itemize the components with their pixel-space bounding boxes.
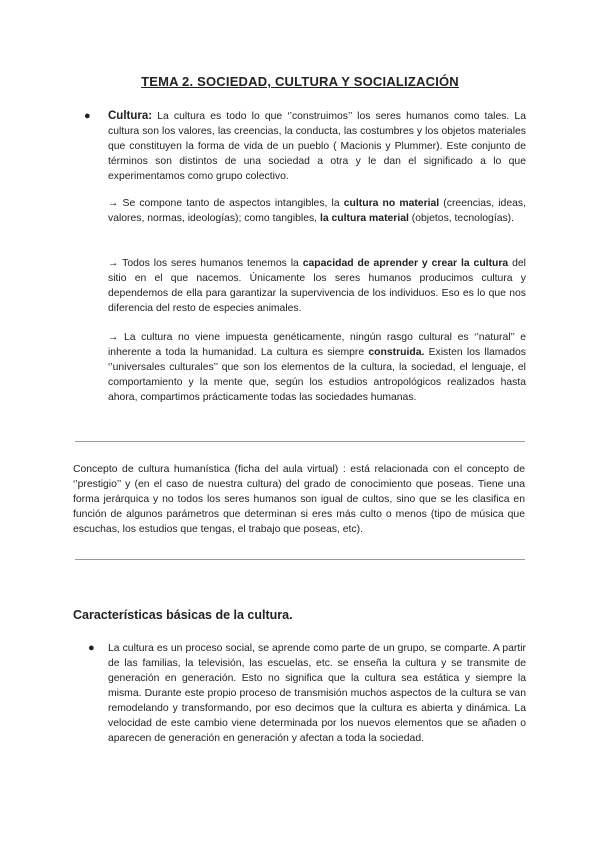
bullet-item-cultura bbox=[84, 109, 526, 184]
term-capacidad: capacidad de aprender y crear la cultura bbox=[302, 258, 509, 269]
text-segment: Existen los llamados ‘’universales culturales’’ que son los elementos de la cultura, la sociedad, el lenguaje, el comportamiento y la mente que, según los estudios antropológicos realizados hasta ahora, compartimos prácticamente todas las sociedades humanas. bbox=[108, 347, 526, 403]
paragraph-concepto-humanistica bbox=[73, 462, 525, 537]
text-segment: del sitio en el que nacemos. Únicamente los seres humanos producimos cultura y dependemos de ella para garantizar la supervivencia de los individuos. Eso es lo que nos diferencia del resto de especies animales. bbox=[108, 258, 526, 314]
term-cultura-material: la cultura material bbox=[319, 213, 409, 224]
bullet-icon: ● bbox=[88, 642, 95, 654]
paragraph-construida bbox=[108, 330, 526, 405]
text-segment: → Se compone tanto de aspectos intangibles, la bbox=[108, 198, 344, 209]
text-segment: → La cultura no viene impuesta genéticamente, ningún rasgo cultural es ‘’natural’’ e inherente a toda la humanidad. La cultura es siempre bbox=[108, 332, 526, 358]
section-heading-caracteristicas: Características básicas de la cultura. bbox=[73, 608, 293, 622]
caracteristicas-text: La cultura es un proceso social, se aprende como parte de un grupo, se comparte. A partir de las familias, la televisión, las escuelas, etc. se enseña la cultura y se transmite de generación en generación. Esto no significa que la cultura sea estática y siempre la misma. Durante este propio proceso de transmisión muchos aspectos de la cultura se van remodelando y transformando, por eso decimos que la cultura es abierta y dinámica. La velocidad de este cambio viene determinada por los nuevos elementos que se añaden o aparecen de generación en generación y afectan a toda la sociedad. bbox=[108, 643, 526, 744]
concepto-text: Concepto de cultura humanística (ficha del aula virtual) : está relacionada con el concepto de ‘’prestigio’’ y (en el caso de nuestra cultura) del grado de conocimiento que poseas. Tiene una forma jerárquica y no todos los seres humanos son igual de cultos, sino que se les clasifica en función de algunos parámetros que determinan si eres más culto o menos (tipo de música que escuchas, los estudios que tengas, el trabajo que poseas, etc). bbox=[73, 464, 525, 535]
term-cultura-no-material: cultura no material bbox=[343, 198, 440, 209]
paragraph-capacidad bbox=[108, 256, 526, 316]
text-segment: (objetos, tecnologías). bbox=[408, 213, 515, 224]
bullet-item-proceso-social bbox=[88, 641, 526, 746]
horizontal-divider bbox=[75, 441, 525, 442]
bullet-icon: ● bbox=[84, 110, 91, 122]
paragraph-componentes bbox=[108, 196, 526, 226]
page-title: TEMA 2. SOCIEDAD, CULTURA Y SOCIALIZACIÓN bbox=[141, 74, 459, 89]
text-segment: (creencias, ideas, valores, normas, ideologías); como tangibles, bbox=[108, 198, 526, 224]
term-construida: construida. bbox=[368, 347, 425, 358]
text-segment: → Todos los seres humanos tenemos la bbox=[108, 258, 303, 269]
cultura-intro-text: La cultura es todo lo que ‘’construimos’’ los seres humanos como tales. La cultura son los valores, las creencias, la conducta, las costumbres y los objetos materiales que constituyen la forma de vida de un pueblo ( Macionis y Plummer). Este conjunto de términos son distintos de una sociedad a otra y le dan el significado a lo que experimentamos como grupo colectivo. bbox=[108, 111, 526, 182]
term-cultura: Cultura: bbox=[108, 110, 153, 122]
paragraph-cultura-intro bbox=[94, 109, 526, 184]
horizontal-divider bbox=[75, 559, 525, 560]
